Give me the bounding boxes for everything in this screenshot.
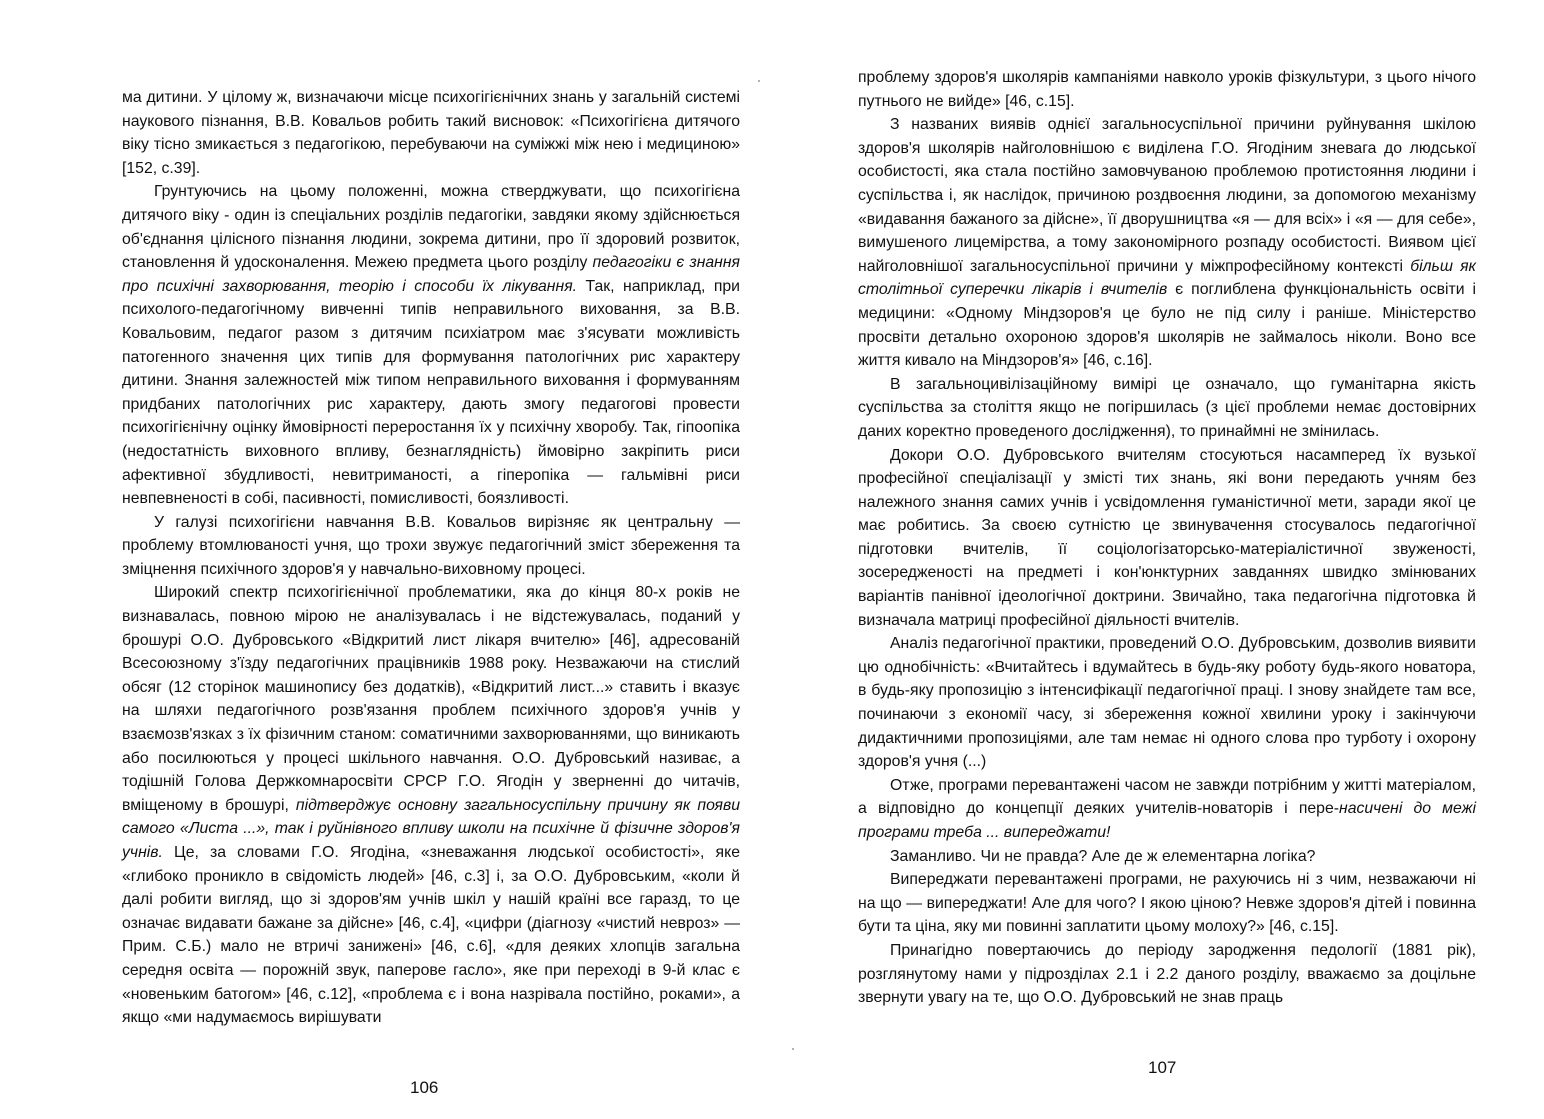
paragraph-text: Так, наприклад, при психолого-педагогічному вивченні типів неправильного виховання, за В.В. Ковальовим, педагог разом з дитячим психіатром має з'ясувати можливість патогенного значення цих типів для формування патологічних рис характеру дитини. Знання залежностей між типом неправильного виховання і формуванням придбаних патологічних рис характеру, дають змогу педагогові провести психогігієнічну оцінку ймовірності переростання їх у психічну хворобу. Так, гіпоопіка (недостатність виховного впливу, безнаглядність) ймовірно закріпить риси афективної збудливості, невитриманості, а гіперопіка — гальмівні риси невпевненості в собі, пасивності, помисливості, боязливості. xyxy=(122,277,740,508)
page-number: 107 xyxy=(1148,1058,1177,1077)
paragraph: проблему здоров'я школярів кампаніями навколо уроків фізкультури, з цього нічого путнього не вийде» [46, с.15]. xyxy=(858,69,1476,110)
italic-emphasis: педагогіки є знання про психічні захворювання, теорію і способи їх лікування. xyxy=(122,254,740,295)
paragraph xyxy=(858,774,1476,845)
paragraph-text: Грунтуючись на цьому положенні, можна стверджувати, що психогігієна дитячого віку - один із спеціальних розділів педагогіки, завдяки якому здійснюється об'єднання цілісного пізнання людини, зокрема дитини, про її здоровий розвиток, становлення й удосконалення. Межею предмета цього розділу xyxy=(122,183,740,272)
paragraph: Аналіз педагогічної практики, проведений О.О. Дубровським, дозволив виявити цю однобічність: «Вчитайтесь і вдумайтесь в будь-яку роботу будь-якого новатора, в будь-яку пропозицію з інтенсифікації педагогічної праці. І знову знайдете там все, починаючи з економії часу, зі збереження кожної хвилини уроку і закінчуючи дидактичними пропозиціями, але там немає ні одного слова про турботу і охорону здоров'я учня (...) xyxy=(858,635,1476,771)
paragraph-text: Це, за словами Г.О. Ягодіна, «зневажання людської особистості», яке «глибоко проникло в свідомість людей» [46, с.3] і, за О.О. Дубровським, «коли й далі робити вигляд, що зі здоров'ям учнів шкіл у нашій країні все гаразд, то це означає видавати бажане за дійсне» [46, с.4], «цифри (діагнозу «чистий невроз» — Прим. С.Б.) мало не втричі занижені» [46, с.6], «для деяких хлопців загальна середня освіта — порожній звук, паперове гасло», яке при переході в 9-й клас є «новеньким батогом» [46, с.12], «проблема є і вона назрівала постійно, роками», а якщо «ми надумаємось вирішувати xyxy=(122,844,740,1027)
paragraph: Принагідно повертаючись до періоду зародження педології (1881 рік), розглянутому нами у підрозділах 2.1 і 2.2 даного розділу, вважаємо за доцільне звернути увагу на те, що О.О. Дубровський не знав праць xyxy=(858,941,1476,1007)
scan-speck xyxy=(792,1048,794,1050)
paragraph xyxy=(122,180,740,510)
page-number: 106 xyxy=(410,1078,439,1097)
right-page-text xyxy=(858,66,1476,1010)
paragraph: Докори О.О. Дубровського вчителям стосуються насамперед їх вузької професійної спеціалізації у змісті тих знань, які вони передають учням без належного знання самих учнів і усвідомлення гуманістичної мети, заради якої це має робитись. За своєю сутністю це звинувачення стосувалось педагогічної підготовки вчителів, її соціологізаторсько-матеріалістичної звуженості, зосередженості на предметі і кон'юнктурних завданнях швидко змінюваних варіантів панівної ідеологічної доктрини. Звичайно, така педагогічна підготовка й визначала матриці професійної діяльності вчителів. xyxy=(858,446,1476,629)
italic-emphasis: підтверджує основну загальносуспільну причину як появи самого «Листа ...», так і руйнівного впливу школи на психічне й фізичне здоров'я учнів. xyxy=(122,796,740,861)
paragraph: У галузі психогігієни навчання В.В. Ковальов вирізняє як центральну — проблему втомлюваності учня, що трохи звужує педагогічний зміст збереження та зміцнення психічного здоров'я у навчально-виховному процесі. xyxy=(122,513,740,578)
paragraph-text: Отже, програми перевантажені часом не завжди потрібним у житті матеріалом, а відповідно до концепції деяких учителів-новаторів і пере- xyxy=(858,776,1476,818)
paragraph xyxy=(858,113,1476,373)
italic-emphasis: більш як столітньої суперечки лікарів і вчителів xyxy=(858,257,1476,299)
paragraph xyxy=(122,581,740,1029)
left-page-text xyxy=(122,86,740,1030)
paragraph: ма дитини. У цілому ж, визначаючи місце психогігієнічних знань у загальній системі наукового пізнання, В.В. Ковальов робить такий висновок: «Психогігієна дитячого віку тісно змикається з педагогікою, перебуваючи на суміжжі між нею і медициною» [152, с.39]. xyxy=(122,89,740,177)
paragraph: Випереджати перевантажені програми, не рахуючись ні з чим, незважаючи ні на що — випереджати! Але для чого? І якою ціною? Невже здоров'я дітей і повинна бути та ціна, яку ми повинні заплатити цьому молоху?» [46, с.15]. xyxy=(858,871,1476,936)
paragraph-text: Широкий спектр психогігієнічної проблематики, яка до кінця 80-х років не визнавалась, повною мірою не аналізувалась і не відстежувалась, поданий у брошурі О.О. Дубровського «Відкритий лист лікаря вчителю» [46], адресованій Всесоюзному з'їзду педагогічних працівників 1988 року. Незважаючи на стислий обсяг (12 сторінок машинопису без додатків), «Відкритий лист...» ставить і вказує на шляхи педагогічного розв'язання проблем психічного здоров'я учнів у взаємозв'язках з їх фізичним станом: соматичними захворюваннями, що виникають або посилюються у процесі шкільного навчання. О.О. Дубровський називає, а тодішній Голова Держкомнаросвіти СРСР Г.О. Ягодін у зверненні до читачів, вміщеному в брошурі, xyxy=(122,584,740,814)
scan-speck xyxy=(758,80,760,82)
paragraph-text: є поглиблена функціональність освіти і медицини: «Одному Міндзоров'я це було не під силу і раніше. Міністерство просвіти детально охороною здоров'я школярів не займалось ніколи. Воно все життя кивало на Міндзоров'я» [46, с.16]. xyxy=(858,281,1476,370)
paragraph: В загальноцивілізаційному вимірі це означало, що гуманітарна якість суспільства за століття якщо не погіршилась (з цієї проблеми немає достовірних даних коректно проведеного дослідження), то принаймні не змінилась. xyxy=(858,375,1476,440)
right-page xyxy=(772,0,1544,1119)
paragraph-text: З названих виявів однієї загальносуспільної причини руйнування шкілою здоров'я школярів найголовнішою є виділена Г.О. Ягодіним зневага до людської особистості, яка стала постійно замовчуваною проблемою протистояння людини і суспільства і, як наслідок, причиною роздвоєння людини, за допомогою механізму «видавання бажаного за дійсне», її дворушництва «я — для всіх» і «я — для себе», вимушеного лицемірства, а тому закономірного розпаду особистості. Виявом цієї найголовнішої загальносуспільної причини у міжпрофесійному контексті xyxy=(858,116,1476,275)
italic-emphasis: насичені до межі програми треба ... випереджати! xyxy=(858,800,1476,841)
paragraph: Заманливо. Чи не правда? Але де ж елементарна логіка? xyxy=(890,847,1316,865)
